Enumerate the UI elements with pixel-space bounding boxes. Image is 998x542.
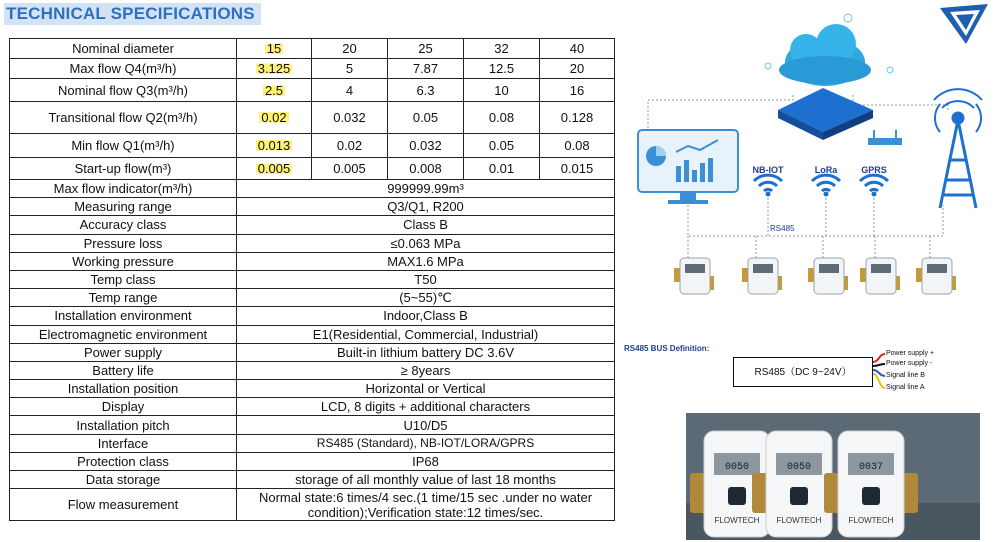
wifi-icon bbox=[754, 175, 782, 196]
network-label: GPRS bbox=[861, 165, 887, 175]
table-cell bbox=[237, 59, 312, 79]
cell-value: 0.128 bbox=[560, 110, 594, 125]
row-label: Nominal flow Q3(m³/h) bbox=[10, 79, 237, 102]
meter-lcd-value: 0050 bbox=[786, 462, 812, 473]
spec-value: LCD, 8 digits + additional characters bbox=[237, 398, 615, 416]
row-label: Max flow Q4(m³/h) bbox=[10, 59, 237, 79]
table-cell bbox=[237, 158, 312, 180]
table-row bbox=[10, 234, 615, 252]
row-label: Display bbox=[10, 398, 237, 416]
table-row bbox=[10, 434, 615, 452]
table-cell bbox=[540, 79, 615, 102]
cell-value: 0.015 bbox=[560, 161, 594, 176]
rs485-definition-label: RS485 BUS Definition: bbox=[624, 344, 710, 353]
table-cell bbox=[540, 59, 615, 79]
table-row bbox=[10, 343, 615, 361]
table-row bbox=[10, 307, 615, 325]
table-row bbox=[10, 39, 615, 59]
row-label: Installation pitch bbox=[10, 416, 237, 434]
row-label: Transitional flow Q2(m³/h) bbox=[10, 102, 237, 134]
table-cell bbox=[237, 79, 312, 102]
table-cell bbox=[388, 158, 464, 180]
spec-value: (5~55)℃ bbox=[237, 289, 615, 307]
brand-label: FLOWTECH bbox=[714, 516, 760, 525]
spec-value: Normal state:6 times/4 sec.(1 time/15 sec .under no water condition);Verification state:12 times/sec. bbox=[237, 489, 615, 521]
table-row bbox=[10, 270, 615, 288]
cell-value: 5 bbox=[345, 61, 354, 76]
spec-value: ≤0.063 MPa bbox=[237, 234, 615, 252]
table-cell bbox=[464, 59, 540, 79]
highlighted-value: 3.125 bbox=[257, 61, 291, 76]
table-row bbox=[10, 452, 615, 470]
meter-lcd-value: 0037 bbox=[858, 462, 884, 473]
table-cell bbox=[388, 59, 464, 79]
table-cell bbox=[312, 39, 388, 59]
cell-value: 0.02 bbox=[336, 138, 363, 153]
row-label: Temp range bbox=[10, 289, 237, 307]
row-label: Interface bbox=[10, 434, 237, 452]
brand-label: FLOWTECH bbox=[776, 516, 822, 525]
spec-table bbox=[9, 38, 615, 521]
table-row bbox=[10, 416, 615, 434]
meter-lcd-value: 0050 bbox=[724, 462, 750, 473]
table-row bbox=[10, 380, 615, 398]
spec-value: T50 bbox=[237, 270, 615, 288]
cell-value: 0.005 bbox=[333, 161, 366, 176]
monitor-icon bbox=[638, 130, 738, 204]
row-label: Min flow Q1(m³/h) bbox=[10, 134, 237, 158]
network-label: LoRa bbox=[814, 165, 838, 175]
highlighted-value: 0.02 bbox=[261, 110, 287, 125]
row-label: Flow measurement bbox=[10, 489, 237, 521]
table-cell bbox=[237, 39, 312, 59]
table-cell bbox=[464, 102, 540, 134]
cell-value: 0.08 bbox=[488, 110, 515, 125]
product-photo bbox=[686, 413, 980, 540]
highlighted-value: 15 bbox=[266, 41, 282, 56]
spec-value: Built-in lithium battery DC 3.6V bbox=[237, 343, 615, 361]
water-meter-icon bbox=[916, 258, 956, 294]
network-label: NB-IOT bbox=[752, 165, 784, 175]
table-row bbox=[10, 216, 615, 234]
table-cell bbox=[312, 158, 388, 180]
row-label: Pressure loss bbox=[10, 234, 237, 252]
cell-value: 4 bbox=[345, 82, 354, 98]
cell-value: 0.01 bbox=[488, 161, 515, 176]
row-label: Power supply bbox=[10, 343, 237, 361]
table-row bbox=[10, 102, 615, 134]
table-cell bbox=[312, 79, 388, 102]
cell-value: 12.5 bbox=[488, 61, 515, 76]
router-icon bbox=[868, 130, 902, 145]
table-cell bbox=[464, 39, 540, 59]
row-label: Start-up flow(m³) bbox=[10, 158, 237, 180]
page-title: TECHNICAL SPECIFICATIONS bbox=[4, 3, 261, 25]
water-meter-icon bbox=[860, 258, 900, 294]
spec-value: E1(Residential, Commercial, Industrial) bbox=[237, 325, 615, 343]
table-cell bbox=[388, 102, 464, 134]
table-cell bbox=[540, 134, 615, 158]
cell-value: 20 bbox=[342, 41, 357, 56]
cell-value: 0.032 bbox=[333, 110, 366, 125]
table-row bbox=[10, 252, 615, 270]
table-cell bbox=[237, 134, 312, 158]
bus-label: RS485 bbox=[770, 224, 795, 233]
spec-value: storage of all monthly value of last 18 months bbox=[237, 471, 615, 489]
table-cell bbox=[540, 39, 615, 59]
rs485-box: RS485（DC 9~24V） bbox=[733, 357, 873, 387]
table-cell bbox=[312, 134, 388, 158]
table-row bbox=[10, 471, 615, 489]
table-row bbox=[10, 289, 615, 307]
spec-value: MAX1.6 MPa bbox=[237, 252, 615, 270]
table-row bbox=[10, 325, 615, 343]
table-row bbox=[10, 59, 615, 79]
row-label: Battery life bbox=[10, 361, 237, 379]
highlighted-value: 2.5 bbox=[264, 82, 284, 98]
wifi-icon bbox=[860, 175, 888, 196]
table-row bbox=[10, 361, 615, 379]
water-meter-icon bbox=[742, 258, 782, 294]
table-row bbox=[10, 134, 615, 158]
row-label: Data storage bbox=[10, 471, 237, 489]
table-cell bbox=[464, 158, 540, 180]
spec-value: 999999.99m³ bbox=[237, 180, 615, 198]
table-cell bbox=[312, 59, 388, 79]
cell-value: 40 bbox=[569, 41, 585, 56]
table-cell bbox=[237, 102, 312, 134]
highlighted-value: 0.013 bbox=[257, 138, 291, 153]
table-cell bbox=[540, 102, 615, 134]
row-label: Installation environment bbox=[10, 307, 237, 325]
cell-value: 7.87 bbox=[412, 61, 439, 76]
table-cell bbox=[388, 134, 464, 158]
cell-value: 20 bbox=[569, 61, 585, 76]
tower-icon bbox=[934, 89, 982, 208]
spec-value: Q3/Q1, R200 bbox=[237, 198, 615, 216]
brand-label: FLOWTECH bbox=[848, 516, 894, 525]
row-label: Working pressure bbox=[10, 252, 237, 270]
wifi-icon bbox=[812, 175, 840, 196]
table-row bbox=[10, 489, 615, 521]
table-row bbox=[10, 79, 615, 102]
cell-value: 25 bbox=[418, 41, 433, 56]
water-meter-icon bbox=[674, 258, 714, 294]
wire-label: Power supply + bbox=[886, 350, 935, 357]
spec-value: IP68 bbox=[237, 452, 615, 470]
row-label: Protection class bbox=[10, 452, 237, 470]
table-row bbox=[10, 398, 615, 416]
table-row bbox=[10, 180, 615, 198]
cell-value: 0.05 bbox=[488, 138, 515, 153]
rs485-wires bbox=[873, 352, 885, 394]
cell-value: 6.3 bbox=[416, 82, 435, 98]
table-cell bbox=[388, 79, 464, 102]
row-label: Measuring range bbox=[10, 198, 237, 216]
spec-value: Horizontal or Vertical bbox=[237, 380, 615, 398]
cloud-icon bbox=[765, 14, 893, 140]
cell-value: 0.032 bbox=[409, 138, 442, 153]
cell-value: 16 bbox=[569, 82, 585, 98]
wire-label: Power supply - bbox=[886, 360, 933, 367]
table-cell bbox=[312, 102, 388, 134]
row-label: Accuracy class bbox=[10, 216, 237, 234]
row-label: Nominal diameter bbox=[10, 39, 237, 59]
cell-value: 32 bbox=[494, 41, 509, 56]
cell-value: 10 bbox=[494, 82, 509, 98]
table-cell bbox=[464, 134, 540, 158]
table-cell bbox=[464, 79, 540, 102]
spec-value: ≥ 8years bbox=[237, 361, 615, 379]
wire-label: Signal line A bbox=[886, 384, 925, 391]
cell-value: 0.05 bbox=[412, 110, 439, 125]
table-cell bbox=[540, 158, 615, 180]
row-label: Max flow indicator(m³/h) bbox=[10, 180, 237, 198]
water-meter-icon bbox=[808, 258, 848, 294]
table-cell bbox=[388, 39, 464, 59]
table-row bbox=[10, 198, 615, 216]
brand-logo-icon bbox=[938, 2, 990, 46]
row-label: Electromagnetic environment bbox=[10, 325, 237, 343]
table-row bbox=[10, 158, 615, 180]
spec-value: U10/D5 bbox=[237, 416, 615, 434]
spec-value: RS485 (Standard), NB-IOT/LORA/GPRS bbox=[237, 434, 615, 452]
row-label: Temp class bbox=[10, 270, 237, 288]
spec-value: Indoor,Class B bbox=[237, 307, 615, 325]
wire-label: Signal line B bbox=[886, 372, 925, 379]
row-label: Installation position bbox=[10, 380, 237, 398]
cell-value: 0.08 bbox=[564, 138, 590, 153]
highlighted-value: 0.005 bbox=[257, 161, 291, 176]
spec-value: Class B bbox=[237, 216, 615, 234]
cell-value: 0.008 bbox=[409, 161, 442, 176]
